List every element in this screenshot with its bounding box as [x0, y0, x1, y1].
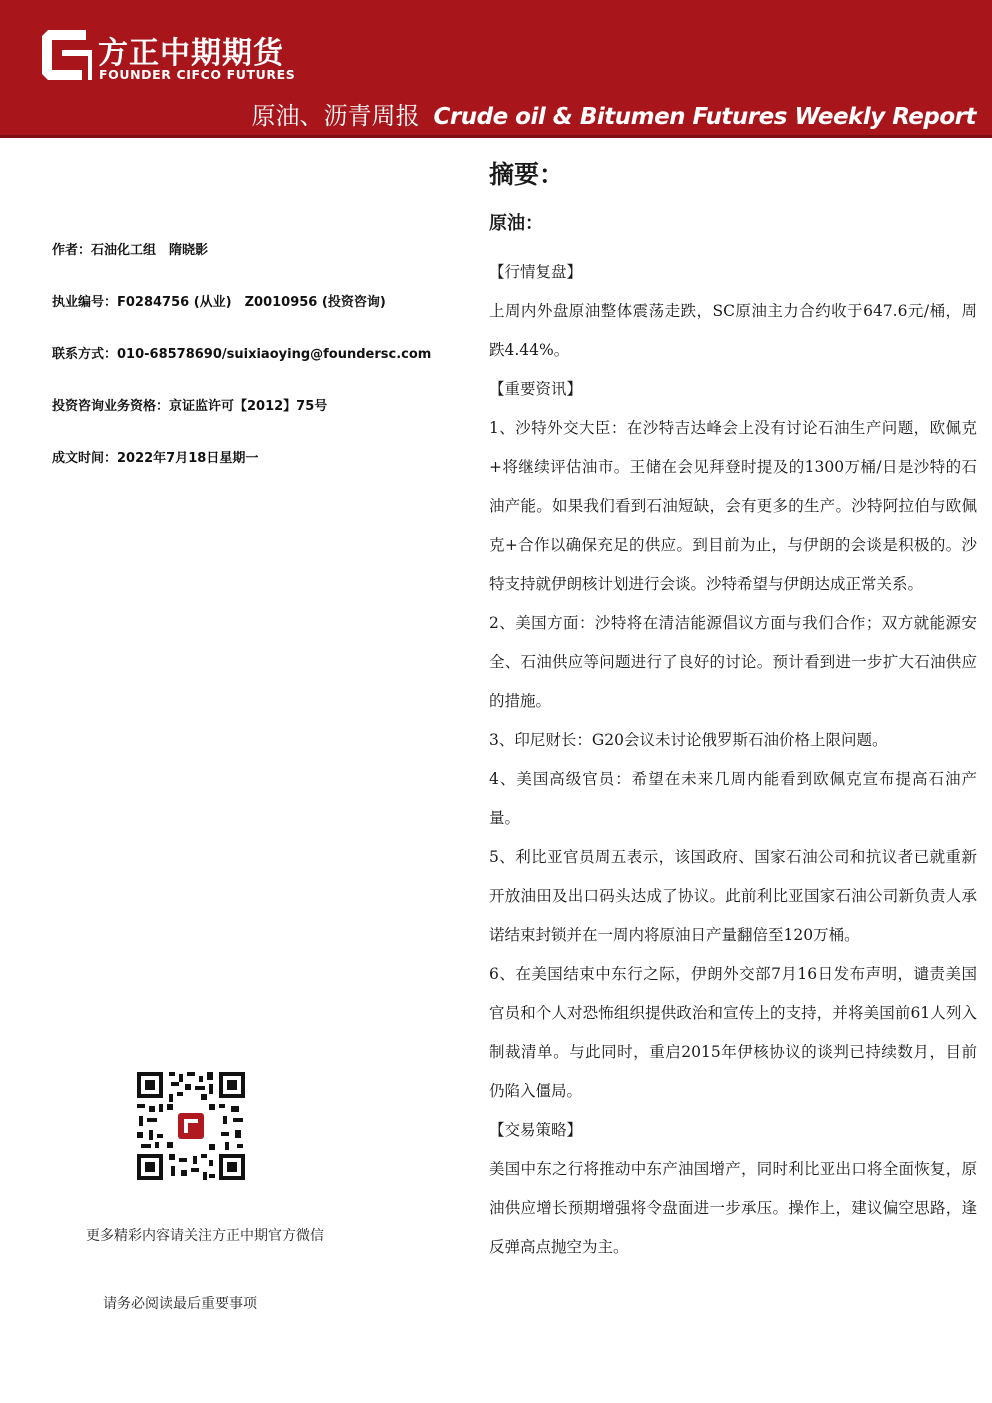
news-item: 6、在美国结束中东行之际，伊朗外交部7月16日发布声明，谴责美国官员和个人对恐怖组织提供政治和宣传上的支持，并将美国前61人列入制裁清单。与此同时，重启2015年伊核协议的谈判已持续数月，目前仍陷入僵局。 [489, 965, 977, 1100]
crude-oil-heading: 原油： [489, 213, 543, 234]
qualification-line: 投资咨询业务资格：京证监许可【2012】75号 [52, 399, 328, 414]
strategy-heading: 【交易策略】 [489, 1121, 583, 1139]
market-review-heading: 【行情复盘】 [489, 263, 583, 281]
news-item: 4、美国高级官员：希望在未来几周内能看到欧佩克宣布提高石油产量。 [489, 770, 977, 827]
news-item: 1、沙特外交大臣：在沙特吉达峰会上没有讨论石油生产问题，欧佩克+将继续评估油市。王储在会见拜登时提及的1300万桶/日是沙特的石油产能。如果我们看到石油短缺，会有更多的生产。沙特阿拉伯与欧佩克+合作以确保充足的供应。到目前为止，与伊朗的会谈是积极的。沙特支持就伊朗核计划进行会谈。沙特希望与伊朗达成正常关系。 [489, 419, 977, 593]
date-line: 成文时间：2022年7月18日星期一 [52, 451, 259, 466]
news-item: 5、利比亚官员周五表示，该国政府、国家石油公司和抗议者已就重新开放油田及出口码头达成了协议。此前利比亚国家石油公司新负责人承诺结束封锁并在一周内将原油日产量翻倍至120万桶。 [489, 848, 977, 944]
header-divider [0, 135, 992, 138]
strategy-text: 美国中东之行将推动中东产油国增产，同时利比亚出口将全面恢复，原油供应增长预期增强将令盘面进一步承压。操作上，建议偏空思路，逢反弹高点抛空为主。 [489, 1160, 977, 1256]
brand-name-cn: 方正中期期货 [98, 36, 284, 71]
qr-caption: 更多精彩内容请关注方正中期官方微信 [86, 1228, 324, 1244]
summary-panel [489, 155, 977, 1267]
market-review-text: 上周内外盘原油整体震荡走跌，SC原油主力合约收于647.6元/桶，周跌4.44%。 [489, 302, 977, 359]
founder-logo-icon [42, 30, 92, 80]
qr-code-icon [135, 1070, 247, 1182]
summary-heading: 摘要： [489, 160, 565, 189]
author-line: 作者：石油化工组 隋晓影 [52, 243, 209, 258]
report-meta [52, 242, 452, 502]
license-line: 执业编号：F0284756 (从业) Z0010956 (投资咨询) [52, 295, 386, 310]
news-heading: 【重要资讯】 [489, 380, 583, 398]
report-title-en: Crude oil & Bitumen Futures Weekly Report [433, 104, 976, 130]
report-title [252, 96, 976, 131]
report-header [0, 0, 992, 135]
report-title-cn: 原油、沥青周报 [251, 102, 420, 130]
brand-name-en: FOUNDER CIFCO FUTURES [99, 67, 296, 82]
news-item: 3、印尼财长：G20会议未讨论俄罗斯石油价格上限问题。 [489, 731, 888, 749]
contact-line: 联系方式：010-68578690/suixiaoying@foundersc.com [52, 347, 432, 362]
news-item: 2、美国方面：沙特将在清洁能源倡议方面与我们合作；双方就能源安全、石油供应等问题进行了良好的讨论。预计看到进一步扩大石油供应的措施。 [489, 614, 977, 710]
important-notice: 请务必阅读最后重要事项 [103, 1296, 257, 1312]
